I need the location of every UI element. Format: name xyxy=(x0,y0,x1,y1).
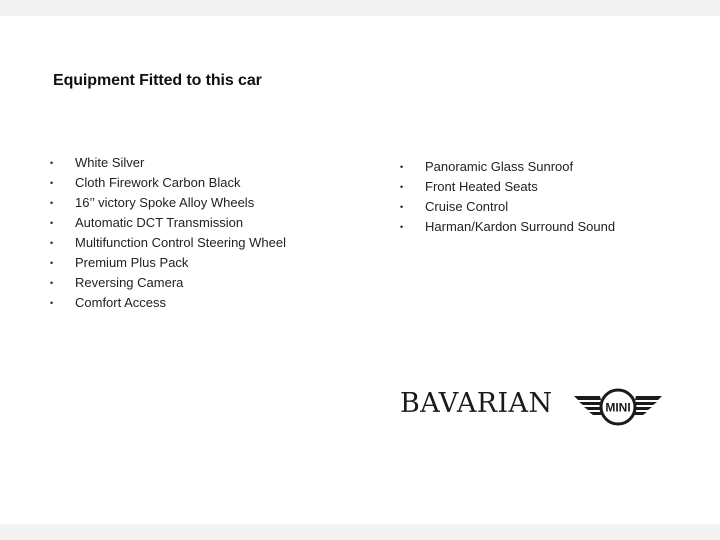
list-item-text: Panoramic Glass Sunroof xyxy=(425,159,574,174)
list-item-text: Cruise Control xyxy=(425,199,509,214)
bullet-icon: • xyxy=(50,158,54,168)
list-item-text: Premium Plus Pack xyxy=(75,255,189,270)
list-item-text: Automatic DCT Transmission xyxy=(75,215,244,230)
page-title: Equipment Fitted to this car xyxy=(53,72,262,89)
list-item-text: Reversing Camera xyxy=(75,275,184,290)
dealer-wordmark: BAVARIAN xyxy=(400,388,553,419)
bullet-icon: • xyxy=(400,162,404,172)
bullet-icon: • xyxy=(400,222,404,232)
bullet-icon: • xyxy=(400,202,404,212)
document-page xyxy=(0,16,720,524)
footer-band xyxy=(0,524,720,540)
list-item-text: Front Heated Seats xyxy=(425,179,538,194)
list-item-text: Harman/Kardon Surround Sound xyxy=(425,219,616,234)
bullet-icon: • xyxy=(50,178,54,188)
bullet-icon: • xyxy=(50,298,54,308)
list-item-text: White Silver xyxy=(75,155,145,170)
list-item-text: Comfort Access xyxy=(75,295,167,310)
bullet-icon: • xyxy=(50,218,54,228)
bullet-icon: • xyxy=(50,198,54,208)
bullet-icon: • xyxy=(50,258,54,268)
list-item-text: Multifunction Control Steering Wheel xyxy=(75,235,286,250)
mini-logo-text: MINI xyxy=(605,400,631,415)
mini-wings-logo-icon xyxy=(572,386,664,430)
list-item-text: Cloth Firework Carbon Black xyxy=(75,175,241,190)
bullet-icon: • xyxy=(50,278,54,288)
dealer-branding xyxy=(400,384,670,434)
list-item-text: 16’’ victory Spoke Alloy Wheels xyxy=(75,195,255,210)
bullet-icon: • xyxy=(50,238,54,248)
bullet-icon: • xyxy=(400,182,404,192)
